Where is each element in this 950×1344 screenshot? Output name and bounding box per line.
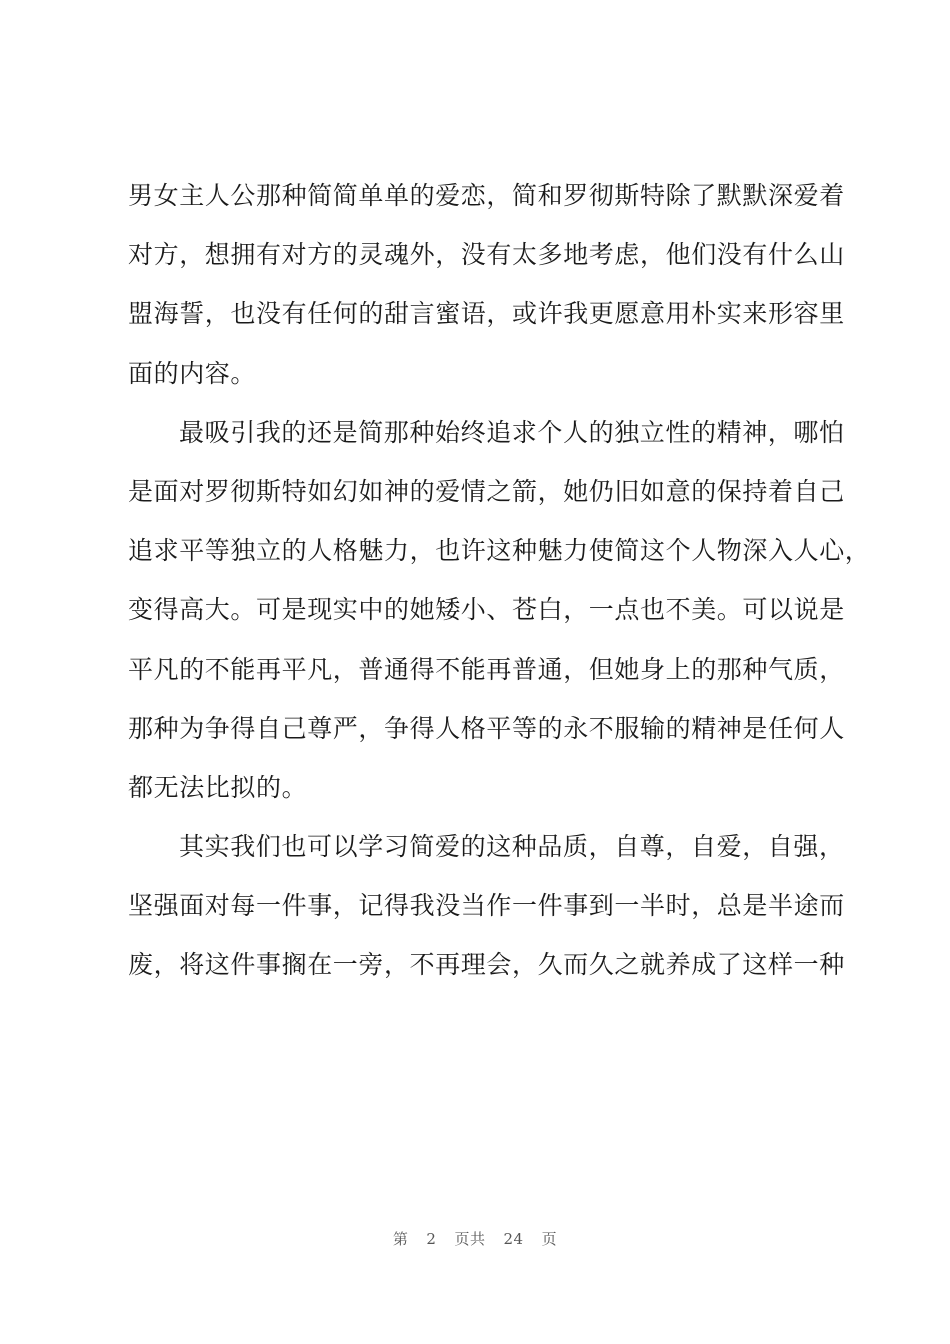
text-line: 男女主人公那种简简单单的爱恋，简和罗彻斯特除了默默深爱着	[128, 181, 845, 210]
text-line: 变得高大。可是现实中的她矮小、苍白，一点也不美。可以说是	[128, 595, 845, 625]
footer-total-pages: 24	[503, 1230, 524, 1248]
page-footer	[0, 1228, 950, 1249]
text-line: 最吸引我的还是简那种始终追求个人的独立性的精神，哪怕	[179, 417, 845, 447]
footer-suffix: 页	[541, 1230, 558, 1248]
text-line: 追求平等独立的人格魅力，也许这种魅力使简这个人物深入人心，	[128, 536, 871, 566]
body-text	[128, 166, 871, 995]
text-line: 废，将这件事搁在一旁，不再理会，久而久之就养成了这样一种	[128, 950, 845, 980]
text-line: 都无法比拟的。	[128, 772, 308, 802]
footer-page-number: 2	[426, 1230, 437, 1248]
text-line: 是面对罗彻斯特如幻如神的爱情之箭，她仍旧如意的保持着自己	[128, 476, 845, 506]
footer-prefix: 第	[392, 1230, 409, 1248]
footer-middle: 页共	[454, 1230, 486, 1248]
text-line: 其实我们也可以学习简爱的这种品质，自尊，自爱，自强，	[179, 832, 845, 862]
text-line: 平凡的不能再平凡，普通得不能再普通，但她身上的那种气质，	[128, 654, 845, 684]
text-line: 那种为争得自己尊严，争得人格平等的永不服输的精神是任何人	[128, 713, 845, 743]
text-line: 对方，想拥有对方的灵魂外，没有太多地考虑，他们没有什么山	[128, 240, 845, 270]
text-line: 盟海誓，也没有任何的甜言蜜语，或许我更愿意用朴实来形容里	[128, 299, 845, 329]
text-line: 坚强面对每一件事，记得我没当作一件事到一半时，总是半途而	[128, 891, 845, 921]
text-line: 面的内容。	[128, 358, 257, 388]
